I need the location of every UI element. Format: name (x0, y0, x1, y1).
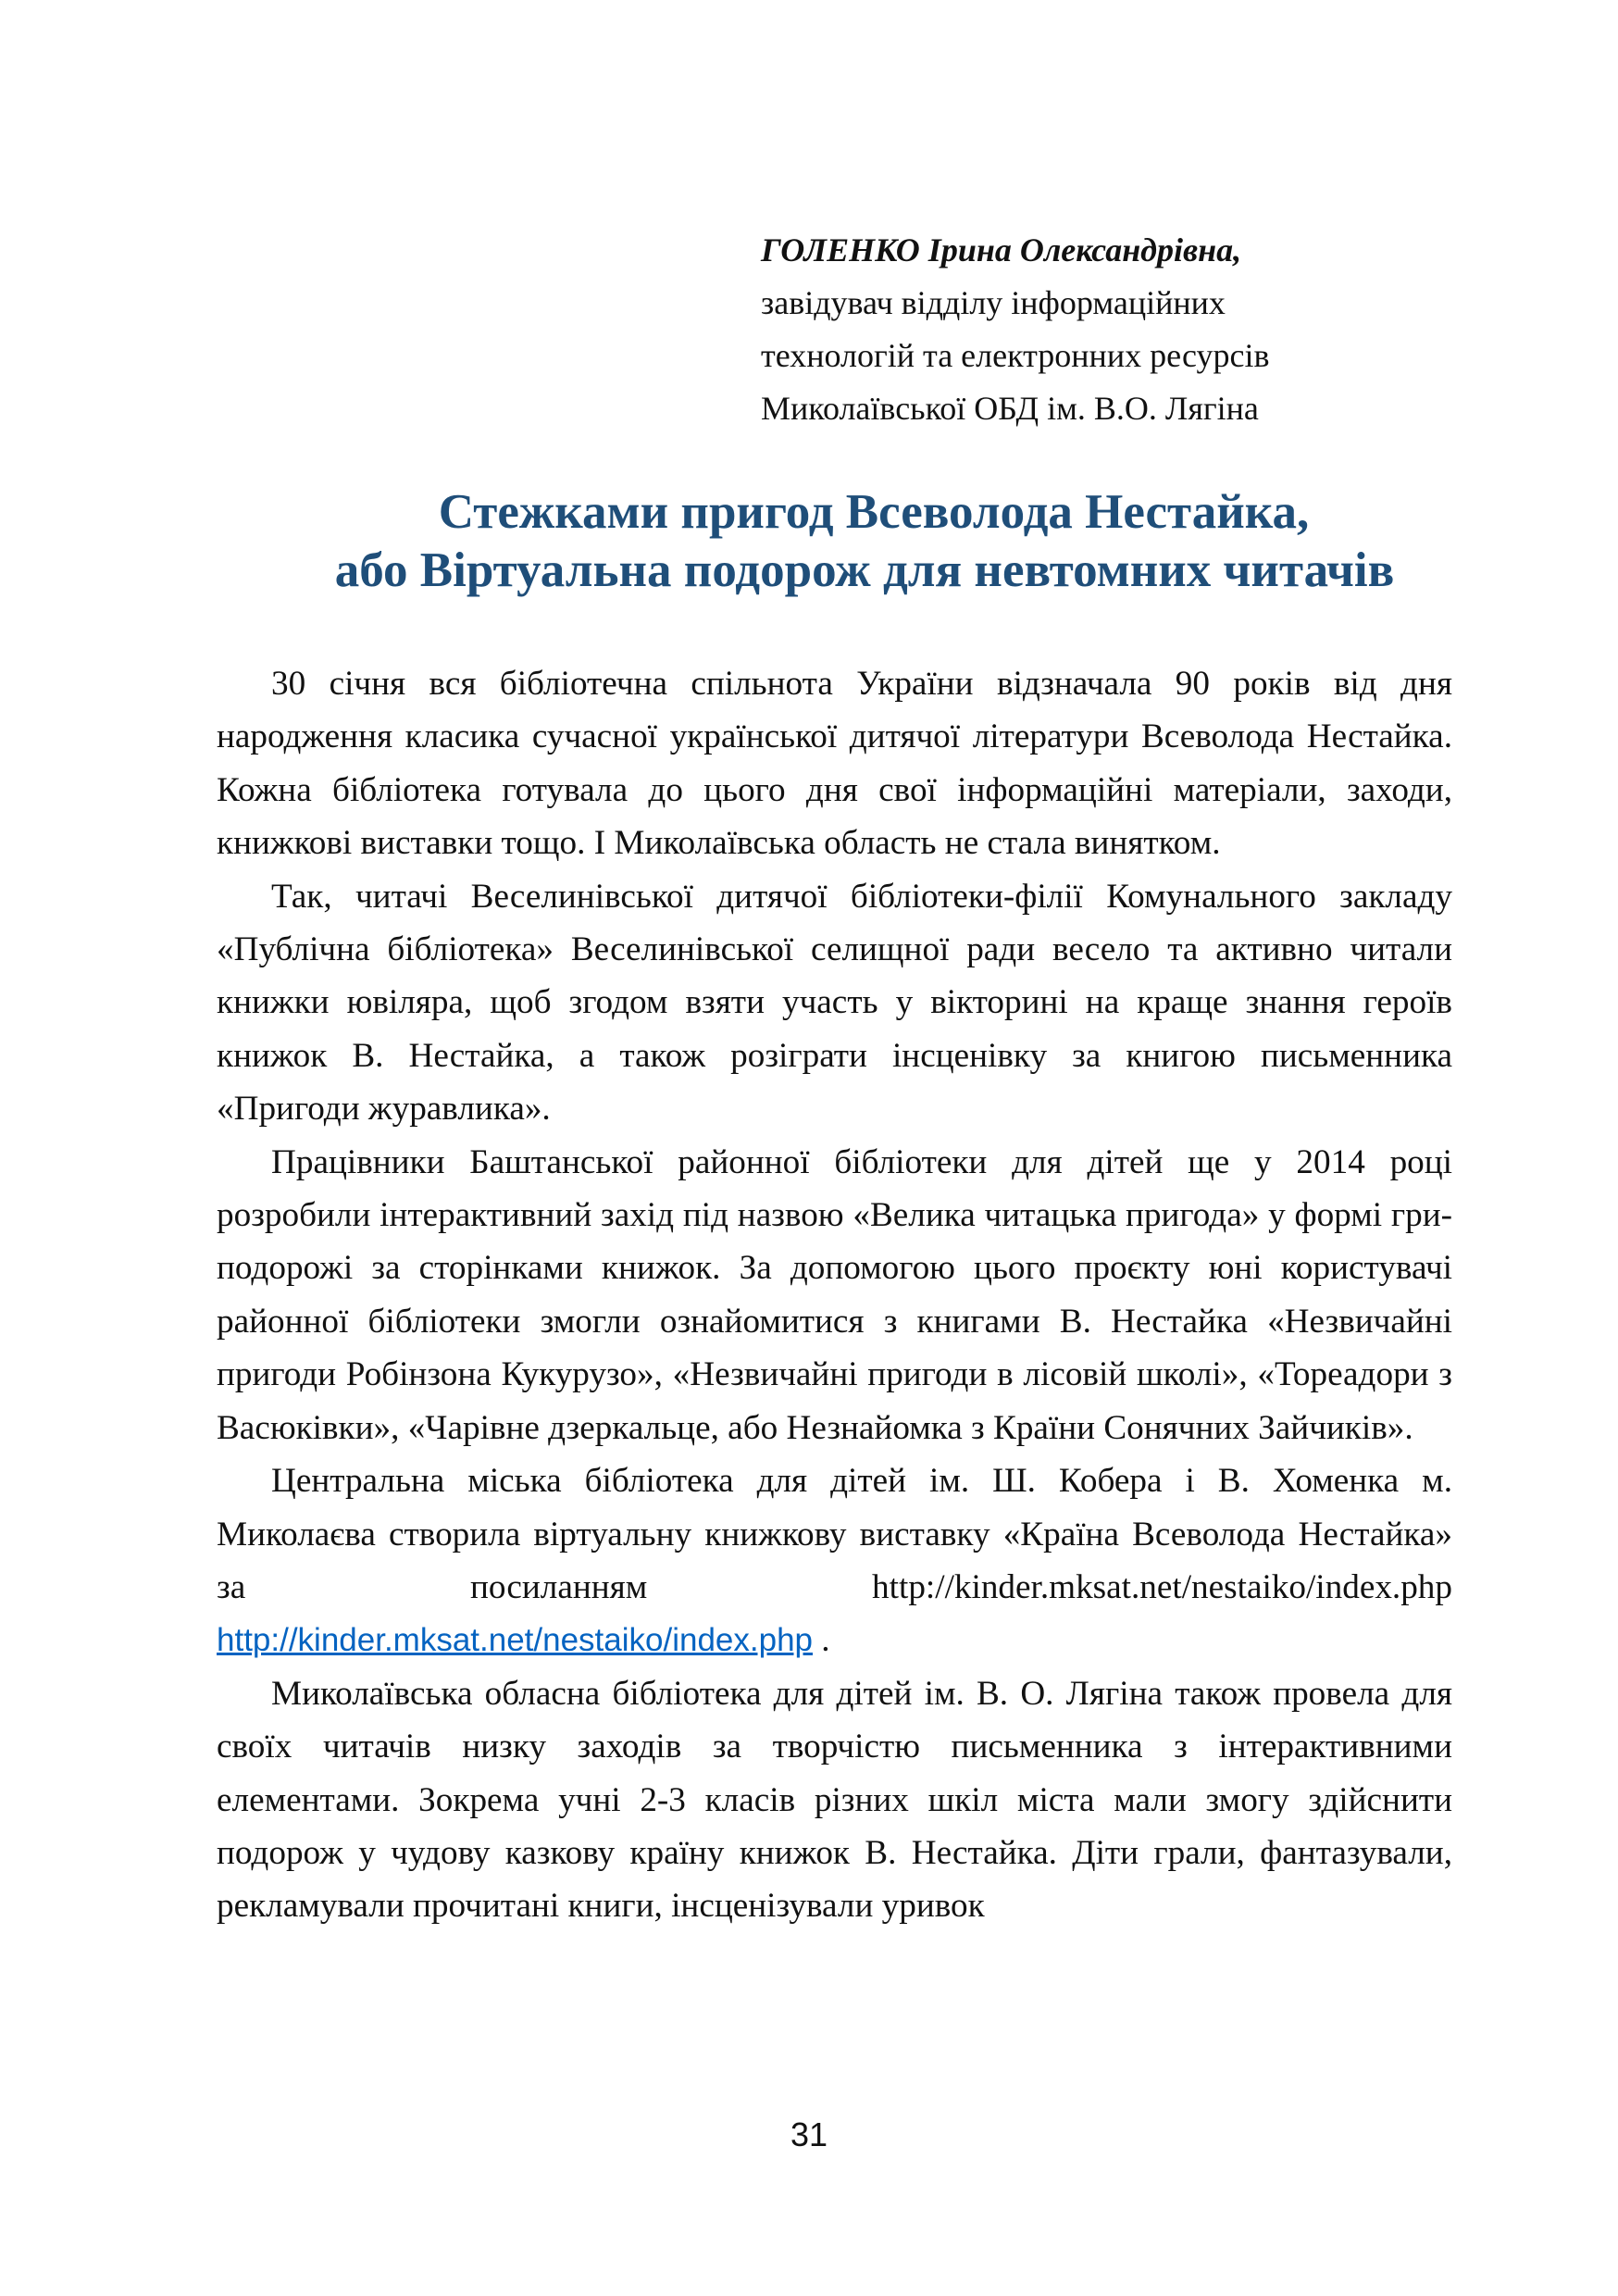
page-number: 31 (790, 2115, 828, 2153)
author-position-line-2: технологій та електронних ресурсів (761, 337, 1270, 374)
article-title-line-2: або Віртуальна подорож для невтомних читачів (334, 543, 1395, 597)
paragraph-4-tail: . (813, 1621, 830, 1660)
nestaiko-exhibition-link[interactable]: http://kinder.mksat.net/nestaiko/index.php (217, 1622, 813, 1659)
paragraph-3: Працівники Баштанської районної бібліотеки для дітей ще у 2014 році розробили інтерактивний захід під назвою «Велика читацька пригода» у формі гри-подорожі за сторінками книжок. За допомогою цього проєкту юні користувачі районної бібліотеки змогли ознайомитися з книгами В. Нестайка «Незвичайні пригоди Робінзона Кукурузо», «Незвичайні пригоди в лісовій школі», «Тореадори з Васюківки», «Чарівне дзеркальце, або Незнайомка з Країни Сонячних Зайчиків». (217, 1142, 1452, 1447)
article-body (217, 657, 1452, 1933)
author-position-line-3: Миколаївської ОБД ім. В.О. Лягіна (761, 390, 1259, 427)
author-position-line-1: завідувач відділу інформаційних (761, 284, 1226, 321)
author-name: ГОЛЕНКО Ірина Олександрівна, (761, 231, 1242, 268)
article-title-line-1: Стежками пригод Всеволода Нестайка, (438, 485, 1310, 539)
paragraph-1: 30 січня вся бібліотечна спільнота України відзначала 90 років від дня народження класика сучасної української дитячої літератури Всеволода Нестайка. Кожна бібліотека готувала до цього дня свої інформаційні матеріали, заходи, книжкові виставки тощо. І Миколаївська область не стала винятком. (217, 665, 1452, 863)
paragraph-4-text: Центральна міська бібліотека для дітей ім. Ш. Кобера і В. Хоменка м. Миколаєва створила віртуальну книжкову виставку «Країна Всеволода Нестайка» за посиланням http://kinder.mksat.net/nestaiko/index.php (217, 1462, 1452, 1606)
author-block (761, 224, 1501, 435)
paragraph-5: Миколаївська обласна бібліотека для дітей ім. В. О. Лягіна також провела для своїх читачів низку заходів за творчістю письменника з інтерактивними елементами. Зокрема учні 2-3 класів різних шкіл міста мали змогу здійснити подорож у чудову казкову країну книжок В. Нестайка. Діти грали, фантазували, рекламували прочитані книги, інсценізували уривок (217, 1674, 1452, 1926)
article-title (0, 483, 1618, 600)
paragraph-2: Так, читачі Веселинівської дитячої бібліотеки-філії Комунального закладу «Публічна бібліотека» Веселинівської селищної ради весело та активно читали книжки ювіляра, щоб згодом взяти участь у вікторині на краще знання героїв книжок В. Нестайка, а також розіграти інсценівку за книгою письменника «Пригоди журавлика». (217, 877, 1452, 1129)
paragraph-4 (217, 1454, 1452, 1667)
